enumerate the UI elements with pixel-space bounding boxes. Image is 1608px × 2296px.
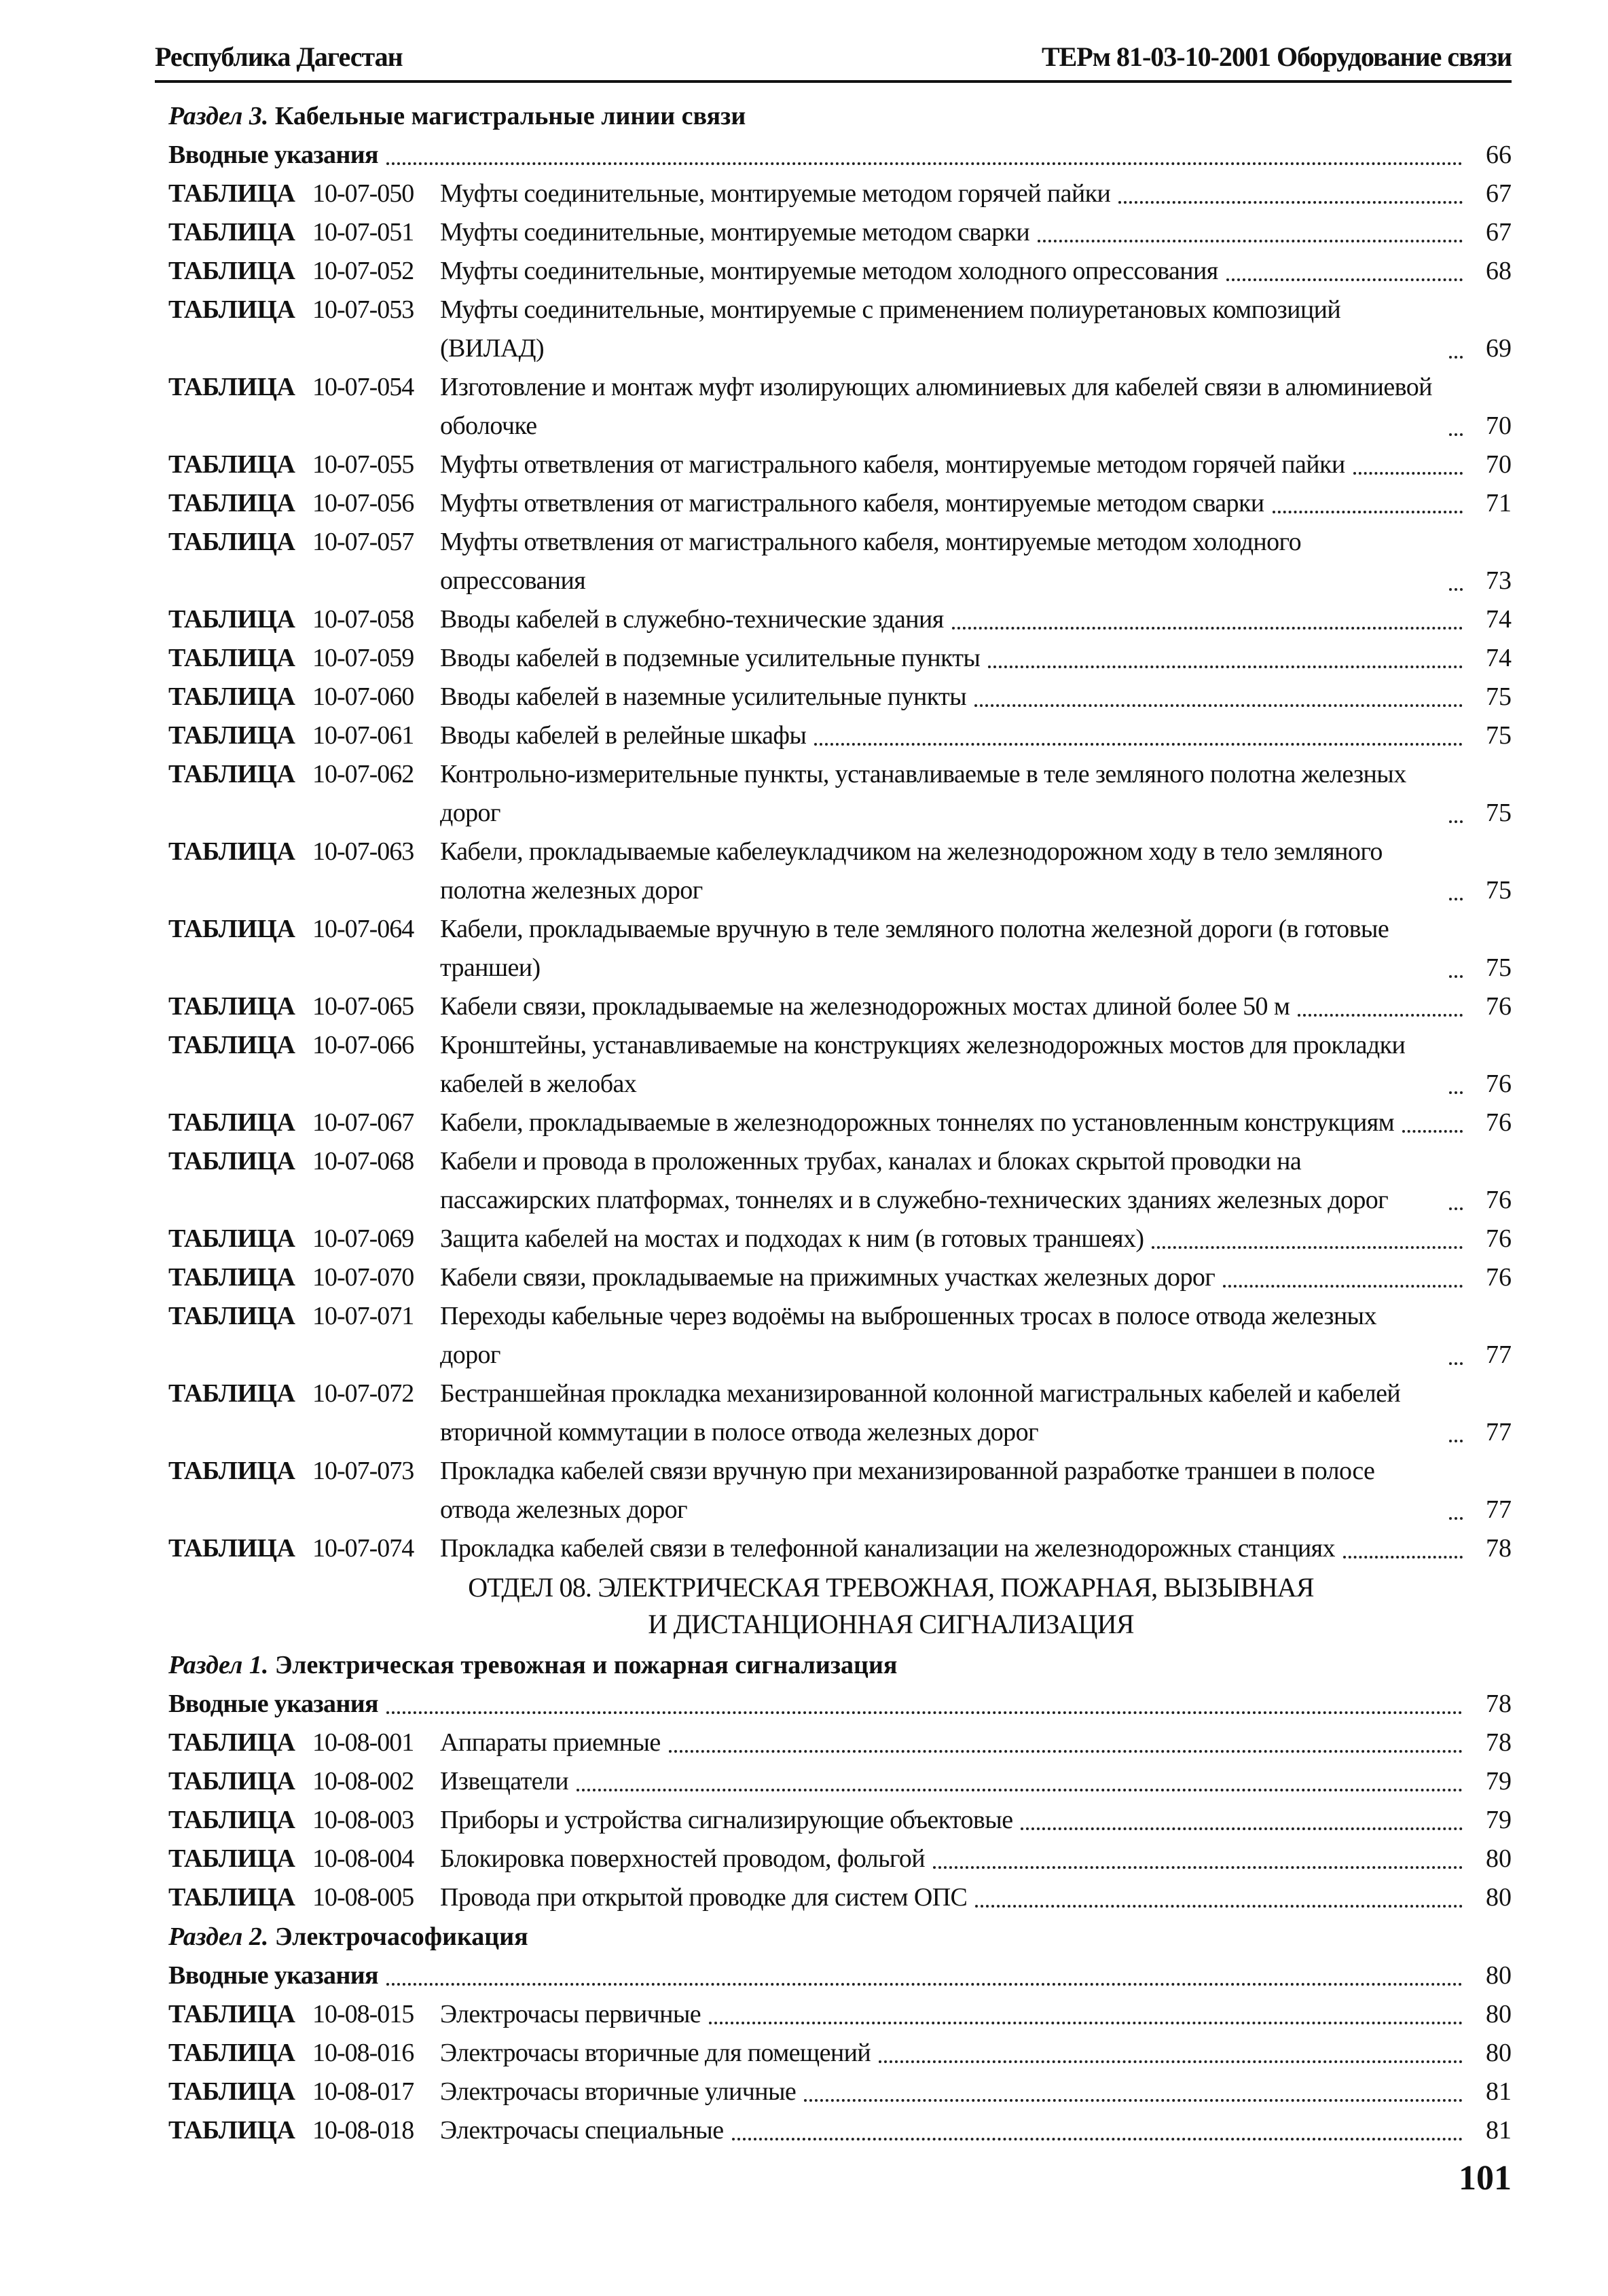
entry-page: 75 xyxy=(1486,876,1512,905)
entry-kind: ТАБЛИЦА xyxy=(168,837,295,866)
section-label: Раздел 1. xyxy=(168,1651,269,1679)
entry-code: 10-07-073 xyxy=(312,1457,414,1485)
entry-title-wrap xyxy=(440,1762,1469,1801)
entry-title: Кабели связи, прокладываемые на прижимных участках железных дорог xyxy=(440,1263,1216,1292)
entry-title-wrap xyxy=(440,445,1469,484)
dot-leader xyxy=(804,2075,1463,2102)
entry-page: 77 xyxy=(1486,1341,1512,1369)
entry-page: 69 xyxy=(1486,334,1512,363)
entry-kind: ТАБЛИЦА xyxy=(168,528,295,556)
entry-title: Прокладка кабелей связи вручную при механизированной разработке траншеи в полосе отвода железных дорог xyxy=(440,1457,1375,1524)
entry-title-wrap xyxy=(440,1104,1469,1142)
entry-kind: ТАБЛИЦА xyxy=(168,2116,295,2145)
entry-title: Муфты соединительные, монтируемые методом горячей пайки xyxy=(440,179,1111,208)
entry-page: 75 xyxy=(1486,682,1512,711)
intro-row xyxy=(168,136,1512,175)
section-label: Раздел 3. xyxy=(168,102,269,130)
entry-page: 79 xyxy=(1486,1767,1512,1796)
dot-leader xyxy=(1449,1338,1463,1365)
entry-code: 10-07-060 xyxy=(312,682,414,711)
dot-leader xyxy=(1343,1531,1463,1559)
toc-entry xyxy=(168,1374,1512,1452)
entry-title: Муфты ответвления от магистрального кабеля, монтируемые методом сварки xyxy=(440,489,1264,517)
entry-title-wrap xyxy=(440,1840,1469,1878)
dot-leader xyxy=(1223,1260,1463,1288)
entry-title-wrap xyxy=(440,987,1469,1026)
entry-title: Извещатели xyxy=(440,1767,568,1796)
entry-title: Муфты ответвления от магистрального кабеля, монтируемые методом холодного опрессования xyxy=(440,528,1301,595)
entry-page: 76 xyxy=(1486,1108,1512,1137)
toc-entry xyxy=(168,368,1512,445)
entry-kind: ТАБЛИЦА xyxy=(168,1767,295,1796)
entry-kind: ТАБЛИЦА xyxy=(168,1534,295,1563)
table-of-contents xyxy=(168,96,1512,2150)
entry-title: Вводы кабелей в наземные усилительные пункты xyxy=(440,682,967,711)
entry-page: 68 xyxy=(1486,257,1512,285)
toc-entry xyxy=(168,445,1512,484)
entry-title-wrap xyxy=(440,252,1469,291)
toc-entry xyxy=(168,716,1512,755)
entry-kind: ТАБЛИЦА xyxy=(168,1844,295,1873)
entry-page: 80 xyxy=(1486,2039,1512,2067)
entry-title-wrap xyxy=(440,1220,1469,1258)
entry-page: 74 xyxy=(1486,644,1512,672)
page-number: 101 xyxy=(1459,2159,1512,2198)
toc-entry xyxy=(168,639,1512,678)
entry-kind: ТАБЛИЦА xyxy=(168,760,295,788)
entry-page: 80 xyxy=(1486,1883,1512,1912)
entry-code: 10-08-003 xyxy=(312,1806,414,1834)
section-title: Электрическая тревожная и пожарная сигнализация xyxy=(274,1651,898,1679)
entry-kind: ТАБЛИЦА xyxy=(168,489,295,517)
intro-label: Вводные указания xyxy=(168,1961,379,1990)
dot-leader xyxy=(988,641,1463,668)
intro-label: Вводные указания xyxy=(168,1690,379,1718)
entry-code: 10-07-070 xyxy=(312,1263,414,1292)
toc-entry xyxy=(168,175,1512,213)
toc-entry xyxy=(168,252,1512,291)
entry-title-wrap xyxy=(440,1724,1469,1762)
entry-title: Вводы кабелей в подземные усилительные пункты xyxy=(440,644,981,672)
entry-code: 10-07-066 xyxy=(312,1031,414,1059)
toc-entry xyxy=(168,523,1512,600)
entry-code: 10-08-018 xyxy=(312,2116,414,2145)
dot-leader xyxy=(1353,448,1463,475)
entry-title: Провода при открытой проводке для систем ОПС xyxy=(440,1883,968,1912)
entry-page: 76 xyxy=(1486,1224,1512,1253)
entry-code: 10-07-054 xyxy=(312,373,414,401)
entry-code: 10-07-065 xyxy=(312,992,414,1021)
dot-leader xyxy=(1298,989,1463,1017)
toc-entry xyxy=(168,291,1512,368)
department-line-1: ОТДЕЛ 08. ЭЛЕКТРИЧЕСКАЯ ТРЕВОЖНАЯ, ПОЖАРНАЯ, ВЫЗЫВНАЯ xyxy=(468,1572,1314,1603)
entry-code: 10-07-062 xyxy=(312,760,414,788)
entry-title: Электрочасы специальные xyxy=(440,2116,724,2145)
header-region: Республика Дагестан xyxy=(155,41,403,72)
entry-page: 73 xyxy=(1486,566,1512,595)
entry-page: 81 xyxy=(1486,2077,1512,2106)
entry-title-wrap xyxy=(440,1297,1469,1374)
section-heading xyxy=(168,96,1512,136)
dot-leader xyxy=(386,1687,1463,1714)
entry-page: 75 xyxy=(1486,953,1512,982)
entry-title: Кронштейны, устанавливаемые на конструкциях железнодорожных мостов для прокладки кабелей в желобах xyxy=(440,1031,1406,1098)
entry-code: 10-07-072 xyxy=(312,1379,414,1408)
entry-title: Муфты ответвления от магистрального кабеля, монтируемые методом горячей пайки xyxy=(440,450,1345,479)
entry-kind: ТАБЛИЦА xyxy=(168,721,295,750)
entry-code: 10-07-059 xyxy=(312,644,414,672)
intro-page: 66 xyxy=(1486,141,1512,169)
entry-kind: ТАБЛИЦА xyxy=(168,450,295,479)
entry-code: 10-07-055 xyxy=(312,450,414,479)
entry-kind: ТАБЛИЦА xyxy=(168,1457,295,1485)
entry-kind: ТАБЛИЦА xyxy=(168,1224,295,1253)
entry-title: Электрочасы вторичные уличные xyxy=(440,2077,797,2106)
entry-title-wrap xyxy=(440,678,1469,716)
entry-kind: ТАБЛИЦА xyxy=(168,605,295,634)
entry-kind: ТАБЛИЦА xyxy=(168,1031,295,1059)
toc-entry xyxy=(168,2034,1512,2073)
entry-code: 10-08-001 xyxy=(312,1728,414,1757)
entry-page: 78 xyxy=(1486,1728,1512,1757)
dot-leader xyxy=(1449,564,1463,591)
toc-entry xyxy=(168,1026,1512,1104)
entry-title-wrap xyxy=(440,175,1469,213)
toc-entry xyxy=(168,755,1512,833)
entry-title: Бестраншейная прокладка механизированной колонной магистральных кабелей и кабелей вторичной коммутации в полосе отвода железных дорог xyxy=(440,1379,1401,1446)
dot-leader xyxy=(1038,215,1463,242)
entry-kind: ТАБЛИЦА xyxy=(168,992,295,1021)
dot-leader xyxy=(386,1958,1463,1986)
entry-code: 10-08-004 xyxy=(312,1844,414,1873)
toc-entry xyxy=(168,1142,1512,1220)
entry-code: 10-08-017 xyxy=(312,2077,414,2106)
entry-code: 10-07-074 xyxy=(312,1534,414,1563)
entry-page: 67 xyxy=(1486,218,1512,247)
dot-leader xyxy=(975,1880,1463,1908)
entry-kind: ТАБЛИЦА xyxy=(168,373,295,401)
entry-page: 75 xyxy=(1486,721,1512,750)
intro-row xyxy=(168,1956,1512,1995)
intro-row xyxy=(168,1685,1512,1724)
entry-title: Защита кабелей на мостах и подходах к ним (в готовых траншеях) xyxy=(440,1224,1144,1253)
intro-label: Вводные указания xyxy=(168,141,379,169)
entry-page: 76 xyxy=(1486,1070,1512,1098)
entry-code: 10-07-052 xyxy=(312,257,414,285)
entry-title-wrap xyxy=(440,2073,1469,2111)
entry-page: 80 xyxy=(1486,2000,1512,2028)
toc-entry xyxy=(168,1220,1512,1258)
entry-kind: ТАБЛИЦА xyxy=(168,257,295,285)
toc-entry xyxy=(168,1878,1512,1917)
intro-page: 80 xyxy=(1486,1961,1512,1990)
running-header xyxy=(155,41,1512,83)
department-heading xyxy=(168,1569,1512,1643)
dot-leader xyxy=(952,602,1463,630)
toc-entry xyxy=(168,2073,1512,2111)
toc-entry xyxy=(168,1529,1512,1568)
entry-title: Кабели связи, прокладываемые на железнодорожных мостах длиной более 50 м xyxy=(440,992,1290,1021)
entry-code: 10-07-064 xyxy=(312,915,414,943)
entry-title-wrap xyxy=(440,833,1469,910)
entry-code: 10-07-056 xyxy=(312,489,414,517)
section-title: Кабельные магистральные линии связи xyxy=(274,102,746,130)
entry-title-wrap xyxy=(440,2111,1469,2150)
entry-code: 10-07-051 xyxy=(312,218,414,247)
dot-leader xyxy=(669,1726,1463,1753)
entry-title: Вводы кабелей в релейные шкафы xyxy=(440,721,807,750)
entry-title: Изготовление и монтаж муфт изолирующих алюминиевых для кабелей связи в алюминиевой оболочке xyxy=(440,373,1432,440)
entry-title-wrap xyxy=(440,368,1469,445)
entry-page: 77 xyxy=(1486,1418,1512,1446)
entry-page: 77 xyxy=(1486,1495,1512,1524)
dot-leader xyxy=(732,2113,1463,2140)
entry-title-wrap xyxy=(440,1026,1469,1104)
entry-code: 10-07-067 xyxy=(312,1108,414,1137)
section-heading xyxy=(168,1917,1512,1956)
entry-code: 10-07-068 xyxy=(312,1147,414,1176)
entry-kind: ТАБЛИЦА xyxy=(168,2000,295,2028)
entry-code: 10-08-005 xyxy=(312,1883,414,1912)
entry-page: 75 xyxy=(1486,799,1512,827)
entry-title-wrap xyxy=(440,523,1469,600)
entry-title: Кабели и провода в проложенных трубах, каналах и блоках скрытой проводки на пассажирских платформах, тоннелях и в служебно-технических зданиях железных дорог xyxy=(440,1147,1389,1214)
dot-leader xyxy=(1449,1183,1463,1210)
entry-title: Аппараты приемные xyxy=(440,1728,661,1757)
toc-entry xyxy=(168,600,1512,639)
dot-leader xyxy=(577,1764,1463,1791)
toc-entry xyxy=(168,1724,1512,1762)
toc-entry xyxy=(168,1840,1512,1878)
entry-kind: ТАБЛИЦА xyxy=(168,2077,295,2106)
entry-title-wrap xyxy=(440,291,1469,368)
entry-title-wrap xyxy=(440,1529,1469,1568)
entry-page: 79 xyxy=(1486,1806,1512,1834)
entry-title: Муфты соединительные, монтируемые методом холодного опрессования xyxy=(440,257,1218,285)
entry-kind: ТАБЛИЦА xyxy=(168,915,295,943)
entry-title: Кабели, прокладываемые кабелеукладчиком на железнодорожном ходу в тело земляного полотна железных дорог xyxy=(440,837,1383,905)
entry-title-wrap xyxy=(440,1374,1469,1452)
entry-code: 10-08-015 xyxy=(312,2000,414,2028)
entry-page: 76 xyxy=(1486,1263,1512,1292)
header-standard: ТЕРм 81-03-10-2001 Оборудование связи xyxy=(1041,41,1512,72)
entry-title-wrap xyxy=(440,213,1469,252)
entry-kind: ТАБЛИЦА xyxy=(168,2039,295,2067)
entry-kind: ТАБЛИЦА xyxy=(168,644,295,672)
toc-entry xyxy=(168,678,1512,716)
intro-page: 78 xyxy=(1486,1690,1512,1718)
entry-page: 76 xyxy=(1486,992,1512,1021)
dot-leader xyxy=(1118,177,1463,204)
section-label: Раздел 2. xyxy=(168,1923,269,1951)
entry-code: 10-07-063 xyxy=(312,837,414,866)
entry-kind: ТАБЛИЦА xyxy=(168,1379,295,1408)
entry-page: 67 xyxy=(1486,179,1512,208)
entry-kind: ТАБЛИЦА xyxy=(168,1147,295,1176)
entry-page: 70 xyxy=(1486,450,1512,479)
entry-page: 70 xyxy=(1486,412,1512,440)
entry-code: 10-08-002 xyxy=(312,1767,414,1796)
toc-entry xyxy=(168,1258,1512,1297)
dot-leader xyxy=(1273,486,1463,513)
toc-entry xyxy=(168,1801,1512,1840)
entry-kind: ТАБЛИЦА xyxy=(168,179,295,208)
dot-leader xyxy=(1152,1222,1463,1249)
entry-title-wrap xyxy=(440,2034,1469,2073)
dot-leader xyxy=(1449,1493,1463,1520)
entry-title: Кабели, прокладываемые вручную в теле земляного полотна железной дороги (в готовые траншеи) xyxy=(440,915,1389,982)
dot-leader xyxy=(814,718,1463,746)
entry-kind: ТАБЛИЦА xyxy=(168,1883,295,1912)
entry-title: Вводы кабелей в служебно-технические здания xyxy=(440,605,944,634)
entry-title: Электрочасы первичные xyxy=(440,2000,701,2028)
toc-entry xyxy=(168,484,1512,523)
toc-entry xyxy=(168,1452,1512,1529)
entry-code: 10-07-057 xyxy=(312,528,414,556)
entry-title-wrap xyxy=(440,1995,1469,2034)
entry-title-wrap xyxy=(440,1142,1469,1220)
entry-title-wrap xyxy=(440,910,1469,987)
entry-title: Электрочасы вторичные для помещений xyxy=(440,2039,871,2067)
toc-entry xyxy=(168,2111,1512,2150)
entry-code: 10-07-071 xyxy=(312,1302,414,1330)
entry-code: 10-07-069 xyxy=(312,1224,414,1253)
dot-leader xyxy=(933,1842,1463,1869)
dot-leader xyxy=(1449,1415,1463,1442)
entry-title: Муфты соединительные, монтируемые с применением полиуретановых композиций (ВИЛАД) xyxy=(440,295,1341,363)
entry-page: 74 xyxy=(1486,605,1512,634)
dot-leader xyxy=(709,1997,1463,2024)
entry-page: 71 xyxy=(1486,489,1512,517)
toc-entry xyxy=(168,1762,1512,1801)
entry-title: Блокировка поверхностей проводом, фольгой xyxy=(440,1844,926,1873)
entry-kind: ТАБЛИЦА xyxy=(168,682,295,711)
dot-leader xyxy=(1449,409,1463,436)
dot-leader xyxy=(1449,1067,1463,1094)
entry-title: Контрольно-измерительные пункты, устанавливаемые в теле земляного полотна железных дорог xyxy=(440,760,1406,827)
toc-entry xyxy=(168,1104,1512,1142)
entry-code: 10-07-050 xyxy=(312,179,414,208)
dot-leader xyxy=(1021,1803,1463,1830)
toc-entry xyxy=(168,910,1512,987)
dot-leader xyxy=(386,138,1463,165)
entry-title-wrap xyxy=(440,1452,1469,1529)
entry-page: 81 xyxy=(1486,2116,1512,2145)
toc-entry xyxy=(168,213,1512,252)
entry-title: Кабели, прокладываемые в железнодорожных тоннелях по установленным конструкциям xyxy=(440,1108,1395,1137)
department-line-2: И ДИСТАНЦИОННАЯ СИГНАЛИЗАЦИЯ xyxy=(648,1609,1134,1639)
entry-page: 78 xyxy=(1486,1534,1512,1563)
toc-entry xyxy=(168,1995,1512,2034)
entry-title: Прокладка кабелей связи в телефонной канализации на железнодорожных станциях xyxy=(440,1534,1335,1563)
entry-title: Переходы кабельные через водоёмы на выброшенных тросах в полосе отвода железных дорог xyxy=(440,1302,1376,1369)
entry-title: Приборы и устройства сигнализирующие объектовые xyxy=(440,1806,1013,1834)
entry-kind: ТАБЛИЦА xyxy=(168,218,295,247)
section-heading xyxy=(168,1645,1512,1685)
entry-code: 10-08-016 xyxy=(312,2039,414,2067)
entry-code: 10-07-058 xyxy=(312,605,414,634)
entry-kind: ТАБЛИЦА xyxy=(168,295,295,324)
entry-page: 80 xyxy=(1486,1844,1512,1873)
entry-title-wrap xyxy=(440,755,1469,833)
entry-kind: ТАБЛИЦА xyxy=(168,1728,295,1757)
dot-leader xyxy=(1449,331,1463,359)
toc-entry xyxy=(168,987,1512,1026)
entry-title-wrap xyxy=(440,1801,1469,1840)
entry-code: 10-07-053 xyxy=(312,295,414,324)
entry-title-wrap xyxy=(440,600,1469,639)
entry-kind: ТАБЛИЦА xyxy=(168,1108,295,1137)
dot-leader xyxy=(879,2036,1463,2063)
entry-code: 10-07-061 xyxy=(312,721,414,750)
entry-title-wrap xyxy=(440,716,1469,755)
entry-title-wrap xyxy=(440,1878,1469,1917)
toc-entry xyxy=(168,833,1512,910)
dot-leader xyxy=(974,680,1463,707)
section-title: Электрочасофикация xyxy=(274,1923,528,1951)
entry-kind: ТАБЛИЦА xyxy=(168,1302,295,1330)
entry-title-wrap xyxy=(440,639,1469,678)
entry-title-wrap xyxy=(440,1258,1469,1297)
dot-leader xyxy=(1449,873,1463,900)
entry-title-wrap xyxy=(440,484,1469,523)
dot-leader xyxy=(1449,796,1463,823)
dot-leader xyxy=(1402,1106,1463,1133)
entry-kind: ТАБЛИЦА xyxy=(168,1806,295,1834)
dot-leader xyxy=(1449,951,1463,978)
toc-entry xyxy=(168,1297,1512,1374)
dot-leader xyxy=(1226,254,1463,281)
entry-title: Муфты соединительные, монтируемые методом сварки xyxy=(440,218,1030,247)
entry-kind: ТАБЛИЦА xyxy=(168,1263,295,1292)
entry-page: 76 xyxy=(1486,1186,1512,1214)
